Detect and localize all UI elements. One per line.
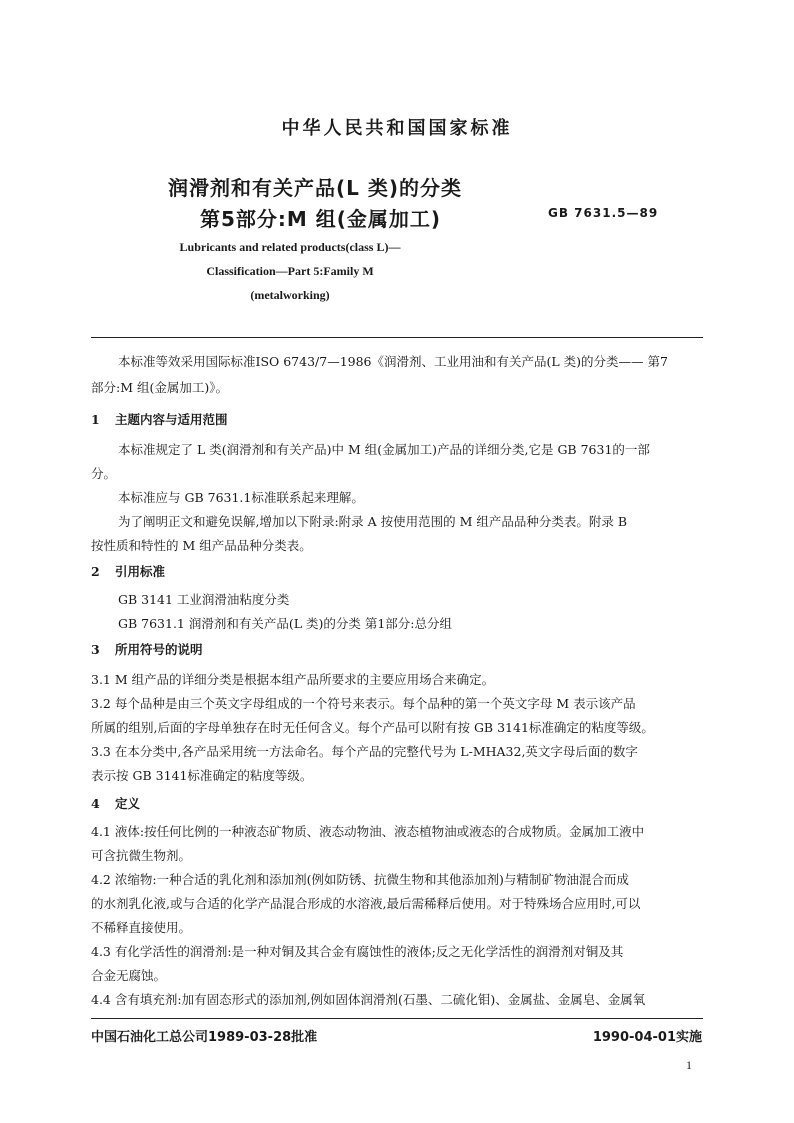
section-text-line: 可含抗微生物剂。	[91, 848, 192, 863]
section-text-line: 本标准应与 GB 7631.1标准联系起来理解。	[118, 490, 364, 505]
section-number: 1	[91, 412, 100, 427]
section-text-line: 不稀释直接使用。	[91, 920, 192, 935]
intro-paragraph-line: 部分:M 组(金属加工)》。	[91, 380, 228, 395]
section-heading-2	[91, 562, 165, 580]
section-text-line: 4.4 含有填充剂:加有固态形式的添加剂,例如固体润滑剂(石墨、二硫化钼)、金属盐、金属皂、金属氧	[91, 992, 646, 1007]
section-text-line: 3.2 每个品种是由三个英文字母组成的一个符号来表示。每个品种的第一个英文字母 M 表示该产品	[91, 696, 636, 711]
implementation-date: 1990-04-01实施	[592, 1030, 702, 1045]
section-heading-4	[91, 794, 140, 812]
page-number: 1	[686, 1058, 692, 1072]
section-number: 3	[91, 642, 100, 657]
section-title: 定义	[115, 796, 141, 811]
standard-type-heading: 中华人民共和国国家标准	[281, 118, 513, 139]
section-number: 2	[91, 564, 100, 579]
section-text-line: 按性质和特性的 M 组产品品种分类表。	[91, 538, 312, 553]
intro-paragraph-line: 本标准等效采用国际标准ISO 6743/7—1986《润滑剂、工业用油和有关产品(L 类)的分类—— 第7	[118, 354, 668, 369]
section-text-line: 合金无腐蚀。	[91, 968, 167, 983]
section-text-line: 本标准规定了 L 类(润滑剂和有关产品)中 M 组(金属加工)产品的详细分类,它是 GB 7631的一部	[118, 442, 650, 457]
document-title-cn-line2: 第5部分:M 组(金属加工)	[200, 207, 442, 231]
section-text-line: 表示按 GB 3141标准确定的粘度等级。	[91, 768, 313, 783]
standard-number: GB 7631.5—89	[548, 206, 659, 220]
section-text-line: 4.1 液体:按任何比例的一种液态矿物质、液态动物油、液态植物油或液态的合成物质。金属加工液中	[91, 824, 645, 839]
document-title-en-line3: (metalworking)	[250, 288, 330, 302]
section-text-line: 4.3 有化学活性的润滑剂:是一种对铜及其合金有腐蚀性的液体;反之无化学活性的润滑剂对铜及其	[91, 944, 624, 959]
section-text-line: 分。	[91, 466, 117, 481]
section-title: 引用标准	[115, 564, 166, 579]
header-divider	[91, 337, 703, 338]
section-text-line: 为了阐明正文和避免误解,增加以下附录:附录 A 按使用范围的 M 组产品品种分类表。附录 B	[118, 514, 628, 529]
section-number: 4	[91, 796, 100, 811]
section-heading-3	[91, 640, 203, 658]
section-text-line: GB 7631.1 润滑剂和有关产品(L 类)的分类 第1部分:总分组	[118, 616, 453, 631]
document-title-en-line1: Lubricants and related products(class L)—	[179, 240, 401, 254]
section-text-line: 的水剂乳化液,或与合适的化学产品混合形成的水溶液,最后需稀释后使用。对于特殊场合应用时,可以	[91, 896, 641, 911]
section-text-line: GB 3141 工业润滑油粘度分类	[118, 592, 290, 607]
section-text-line: 3.3 在本分类中,各产品采用统一方法命名。每个产品的完整代号为 L-MHA32,英文字母后面的数字	[91, 744, 638, 759]
approval-date: 中国石油化工总公司1989-03-28批准	[91, 1030, 318, 1045]
footer-divider	[91, 1018, 703, 1019]
section-text-line: 4.2 浓缩物:一种合适的乳化剂和添加剂(例如防锈、抗微生物和其他添加剂)与精制矿物油混合而成	[91, 872, 629, 887]
section-title: 主题内容与适用范围	[115, 412, 228, 427]
section-text-line: 所属的组别,后面的字母单独存在时无任何含义。每个产品可以附有按 GB 3141标准确定的粘度等级。	[91, 720, 654, 735]
section-heading-1	[91, 410, 228, 428]
section-text-line: 3.1 M 组产品的详细分类是根据本组产品所要求的主要应用场合来确定。	[91, 672, 495, 687]
document-title-en-line2: Classification—Part 5:Family M	[206, 264, 374, 278]
section-title: 所用符号的说明	[115, 642, 203, 657]
document-title-cn-line1: 润滑剂和有关产品(L 类)的分类	[168, 176, 462, 200]
